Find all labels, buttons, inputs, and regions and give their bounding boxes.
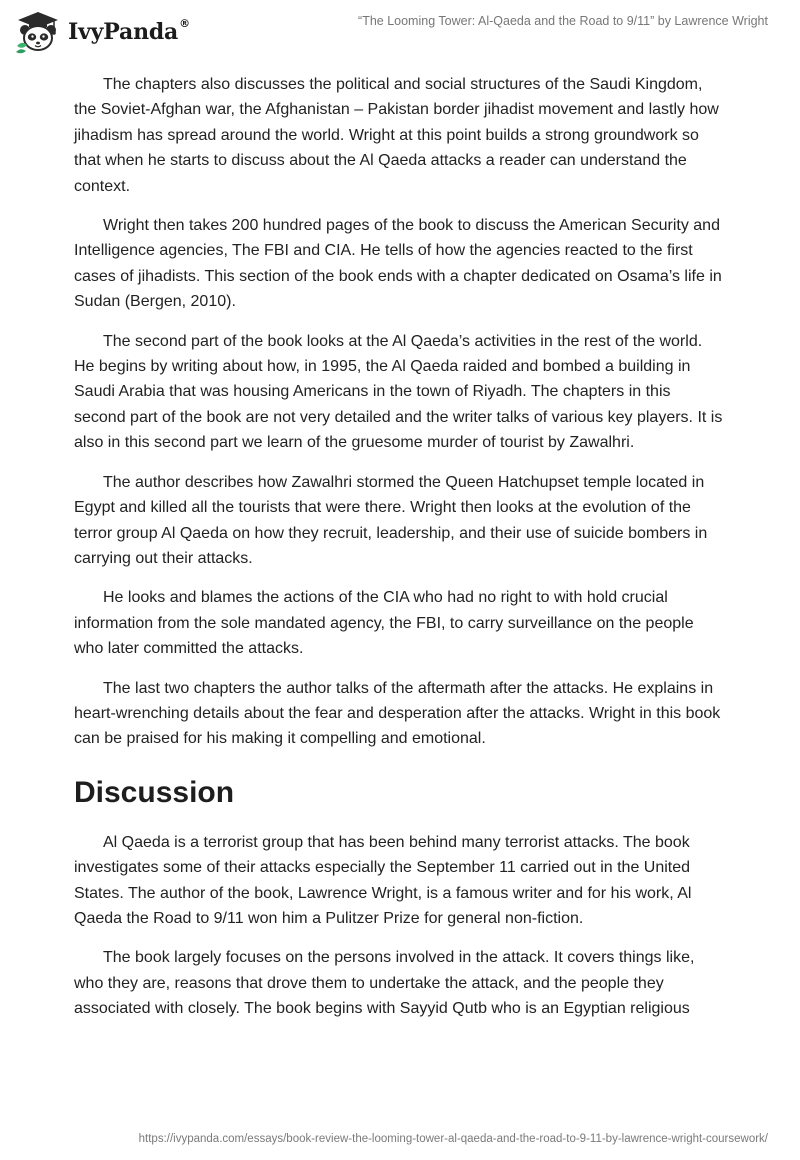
ivypanda-logo[interactable] [14, 10, 190, 54]
panda-graduate-logo-icon [14, 10, 62, 54]
paragraph: The chapters also discusses the political and social structures of the Saudi Kingdom, the Soviet-Afghan war, the Afghanistan – Pakistan border jihadist movement and lastly how jihadism has spread around the world. Wright at this point builds a strong groundwork so that when he starts to discuss about the Al Qaeda attacks a reader can understand the context. [74, 76, 719, 195]
logo-wordmark: IvyPanda® [68, 17, 190, 45]
essay-body [74, 72, 724, 1036]
paragraph: The author describes how Zawalhri stormed the Queen Hatchupset temple located in Egypt and killed all the tourists that were there. Wright then looks at the evolution of the terror group Al Qaeda on how they recruit, leadership, and their use of suicide bombers in carrying out their attacks. [74, 473, 708, 567]
document-title: “The Looming Tower: Al-Qaeda and the Road to 9/11” by Lawrence Wright [358, 14, 768, 28]
paragraph: The second part of the book looks at the Al Qaeda’s activities in the rest of the world. He begins by writing about how, in 1995, the Al Qaeda raided and bombed a building in Saudi Arabia that was housing Americans in the town of Riyadh. The chapters in this second part of the book are not very detailed and the writer talks of various key players. It is also in this second part we learn of the gruesome murder of tourist by Zawalhri. [74, 332, 723, 452]
source-url[interactable]: https://ivypanda.com/essays/book-review-the-looming-tower-al-qaeda-and-the-road-to-9-11-by-lawrence-wright-coursework/ [138, 1133, 768, 1145]
paragraph: The book largely focuses on the persons involved in the attack. It covers things like, who they are, reasons that drove them to undertake the attack, and the people they associated with closely. The book begins with Sayyid Qutb who is an Egyptian religious [74, 949, 695, 1018]
registered-mark: ® [179, 17, 190, 30]
paragraph: Wright then takes 200 hundred pages of the book to discuss the American Security and Intelligence agencies, The FBI and CIA. He tells of how the agencies reacted to the first cases of jihadists. This section of the book ends with a chapter dedicated on Osama’s life in Sudan (Bergen, 2010). [74, 217, 722, 311]
section-heading-discussion: Discussion [74, 775, 235, 809]
paragraph: He looks and blames the actions of the CIA who had no right to with hold crucial information from the sole mandated agency, the FBI, to carry surveillance on the people who later committed the attacks. [74, 589, 694, 658]
paragraph: The last two chapters the author talks of the aftermath after the attacks. He explains in heart-wrenching details about the fear and desperation after the attacks. Wright in this book can be praised for his making it compelling and emotional. [74, 679, 721, 748]
paragraph: Al Qaeda is a terrorist group that has been behind many terrorist attacks. The book investigates some of their attacks especially the September 11 carried out in the United States. The author of the book, Lawrence Wright, is a famous writer and for his work, Al Qaeda the Road to 9/11 won him a Pulitzer Prize for general non-fiction. [74, 833, 692, 927]
page-header [0, 0, 800, 64]
